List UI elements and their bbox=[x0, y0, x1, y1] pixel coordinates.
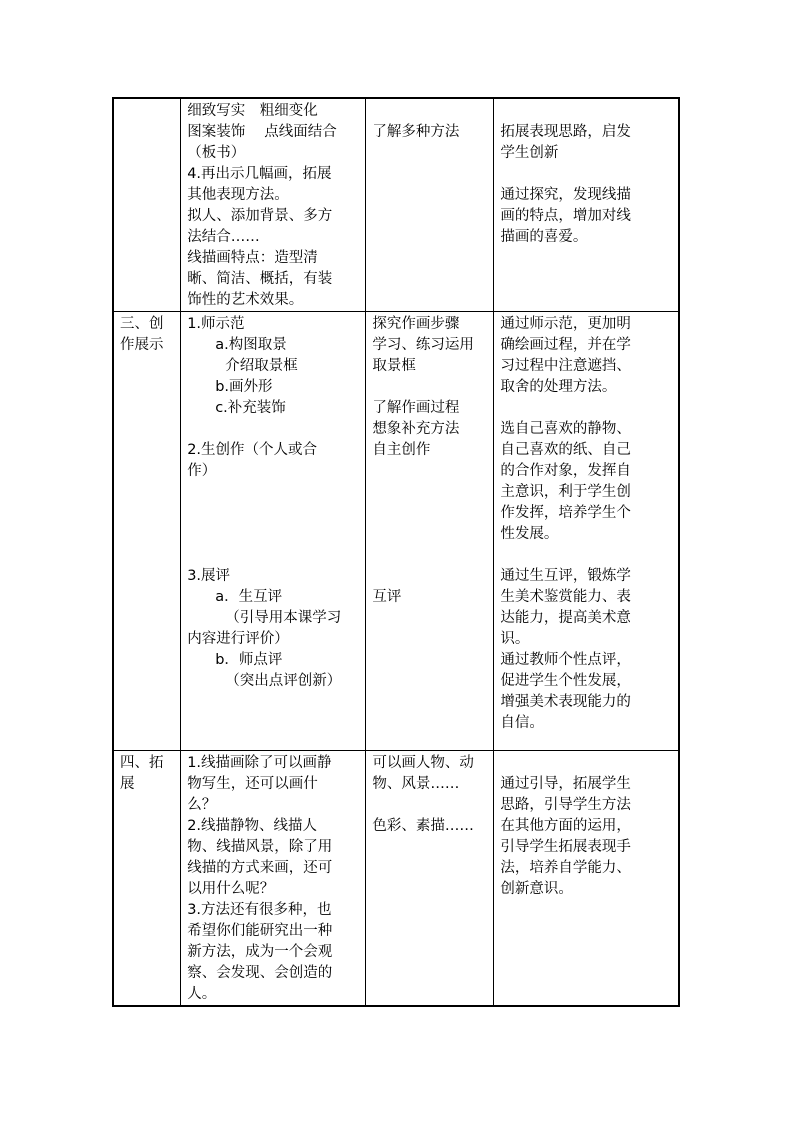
text-line: 介绍取景框 bbox=[225, 358, 298, 374]
text-line: 互评 bbox=[372, 589, 402, 605]
text-line: 通过探究，发现线描 bbox=[500, 187, 631, 203]
text-line: 2.生创作（个人或合 bbox=[187, 442, 318, 458]
text-line: （突出点评创新） bbox=[225, 673, 342, 689]
student-cell bbox=[366, 312, 494, 751]
text-line: 法结合…… bbox=[187, 229, 260, 245]
text-line: 物写生，还可以画什 bbox=[187, 776, 318, 792]
process-cell bbox=[181, 312, 366, 751]
text-line: 法，培养自学能力、 bbox=[500, 860, 631, 876]
text-line: 3.方法还有很多种，也 bbox=[187, 902, 332, 918]
text-line: b．师点评 bbox=[215, 652, 283, 668]
text-line: 3.展评 bbox=[187, 568, 231, 584]
spacer bbox=[187, 482, 360, 566]
text-line: 人。 bbox=[187, 986, 217, 1002]
text-line: 4.再出示几幅画，拓展 bbox=[187, 166, 332, 182]
spacer bbox=[500, 753, 673, 774]
text-line: b.画外形 bbox=[215, 379, 273, 395]
spacer bbox=[187, 419, 360, 440]
text-line: 学习、练习运用 bbox=[372, 337, 474, 353]
text-line: 在其他方面的运用， bbox=[500, 818, 631, 834]
text-line: 选自己喜欢的静物、 bbox=[500, 421, 631, 437]
text-line: 自主创作 bbox=[372, 442, 431, 458]
text-line: 增强美术表现能力的 bbox=[500, 694, 631, 710]
text-line: 1.线描画除了可以画静 bbox=[187, 755, 332, 771]
text-line: 察、会发现、会创造的 bbox=[187, 965, 333, 981]
text-line: 画的特点，增加对线 bbox=[500, 208, 631, 224]
text-line: 想象补充方法 bbox=[372, 421, 460, 437]
stage-label: 作展示 bbox=[120, 337, 164, 353]
text-line: 促进学生个性发展， bbox=[500, 673, 631, 689]
student-cell bbox=[366, 98, 494, 312]
text-line: 主意识，利于学生创 bbox=[500, 484, 631, 500]
text-line: 生美术鉴赏能力、表 bbox=[500, 589, 631, 605]
text-line: 新方法，成为一个会观 bbox=[187, 944, 333, 960]
table-row bbox=[113, 312, 679, 751]
text-line: 可以画人物、动 bbox=[372, 755, 474, 771]
process-cell bbox=[181, 98, 366, 312]
text-line: （板书） bbox=[187, 145, 246, 161]
text-line: 线描画特点：造型清 bbox=[187, 250, 318, 266]
text-line: 作发挥，培养学生个 bbox=[500, 505, 631, 521]
text-line: 其他表现方法。 bbox=[187, 187, 289, 203]
text-line: 色彩、素描…… bbox=[372, 818, 474, 834]
text-line: 作） bbox=[187, 463, 217, 479]
text-line: 性发展。 bbox=[500, 526, 559, 542]
text-line: 探究作画步骤 bbox=[372, 316, 460, 332]
text-line: 拓展表现思路，启发 bbox=[500, 124, 631, 140]
text-line: 1.师示范 bbox=[187, 316, 245, 332]
text-line: 晰、简洁、概括，有装 bbox=[187, 271, 333, 287]
spacer bbox=[500, 101, 673, 122]
text-line: 饰性的艺术效果。 bbox=[187, 292, 304, 308]
text-line: 自信。 bbox=[500, 715, 544, 731]
text-line: 取景框 bbox=[372, 358, 416, 374]
stage-cell bbox=[113, 312, 181, 751]
text-line: a.构图取景 bbox=[215, 337, 287, 353]
spacer bbox=[372, 795, 488, 816]
stage-cell bbox=[113, 98, 181, 312]
text-line: 引导学生拓展表现手 bbox=[500, 839, 631, 855]
text-line: 识。 bbox=[500, 631, 530, 647]
text-line: c.补充装饰 bbox=[215, 400, 286, 416]
text-line: 通过生互评，锻炼学 bbox=[500, 568, 631, 584]
table-row bbox=[113, 98, 679, 312]
text-line: 以用什么呢？ bbox=[187, 881, 275, 897]
text-line: 学生创新 bbox=[500, 145, 559, 161]
stage-cell bbox=[113, 751, 181, 1007]
spacer bbox=[372, 101, 488, 122]
spacer bbox=[500, 398, 673, 419]
stage-label: 展 bbox=[120, 776, 135, 792]
text-line: 内容进行评价） bbox=[187, 631, 289, 647]
text-line: 线描的方式来画，还可 bbox=[187, 860, 333, 876]
text-line: 通过师示范，更加明 bbox=[500, 316, 631, 332]
text-line: 细致写实 粗细变化 bbox=[187, 103, 318, 119]
text-line: 通过引导，拓展学生 bbox=[500, 776, 631, 792]
text-line: 达能力，提高美术意 bbox=[500, 610, 631, 626]
stage-label: 四、拓 bbox=[120, 755, 164, 771]
spacer bbox=[372, 377, 488, 398]
text-line: 图案装饰 点线面结合 bbox=[187, 124, 337, 140]
text-line: 取舍的处理方法。 bbox=[500, 379, 617, 395]
lesson-plan-table bbox=[112, 97, 680, 1007]
text-line: 创新意识。 bbox=[500, 881, 573, 897]
student-cell bbox=[366, 751, 494, 1007]
text-line: 描画的喜爱。 bbox=[500, 229, 588, 245]
text-line: 习过程中注意遮挡、 bbox=[500, 358, 631, 374]
text-line: 物、风景…… bbox=[372, 776, 460, 792]
process-cell bbox=[181, 751, 366, 1007]
table-row bbox=[113, 751, 679, 1007]
text-line: a．生互评 bbox=[215, 589, 283, 605]
text-line: 希望你们能研究出一种 bbox=[187, 923, 333, 939]
text-line: 么？ bbox=[187, 797, 217, 813]
intent-cell bbox=[494, 312, 679, 751]
text-line: （引导用本课学习 bbox=[225, 610, 342, 626]
text-line: 2.线描静物、线描人 bbox=[187, 818, 318, 834]
text-line: 了解多种方法 bbox=[372, 124, 460, 140]
spacer bbox=[500, 545, 673, 566]
text-line: 通过教师个性点评， bbox=[500, 652, 631, 668]
text-line: 思路，引导学生方法 bbox=[500, 797, 631, 813]
text-line: 的合作对象，发挥自 bbox=[500, 463, 631, 479]
intent-cell bbox=[494, 98, 679, 312]
spacer bbox=[372, 461, 488, 587]
intent-cell bbox=[494, 751, 679, 1007]
text-line: 确绘画过程，并在学 bbox=[500, 337, 631, 353]
text-line: 拟人、添加背景、多方 bbox=[187, 208, 333, 224]
spacer bbox=[500, 164, 673, 185]
text-line: 了解作画过程 bbox=[372, 400, 460, 416]
stage-label: 三、创 bbox=[120, 316, 164, 332]
text-line: 物、线描风景，除了用 bbox=[187, 839, 333, 855]
text-line: 自己喜欢的纸、自己 bbox=[500, 442, 631, 458]
